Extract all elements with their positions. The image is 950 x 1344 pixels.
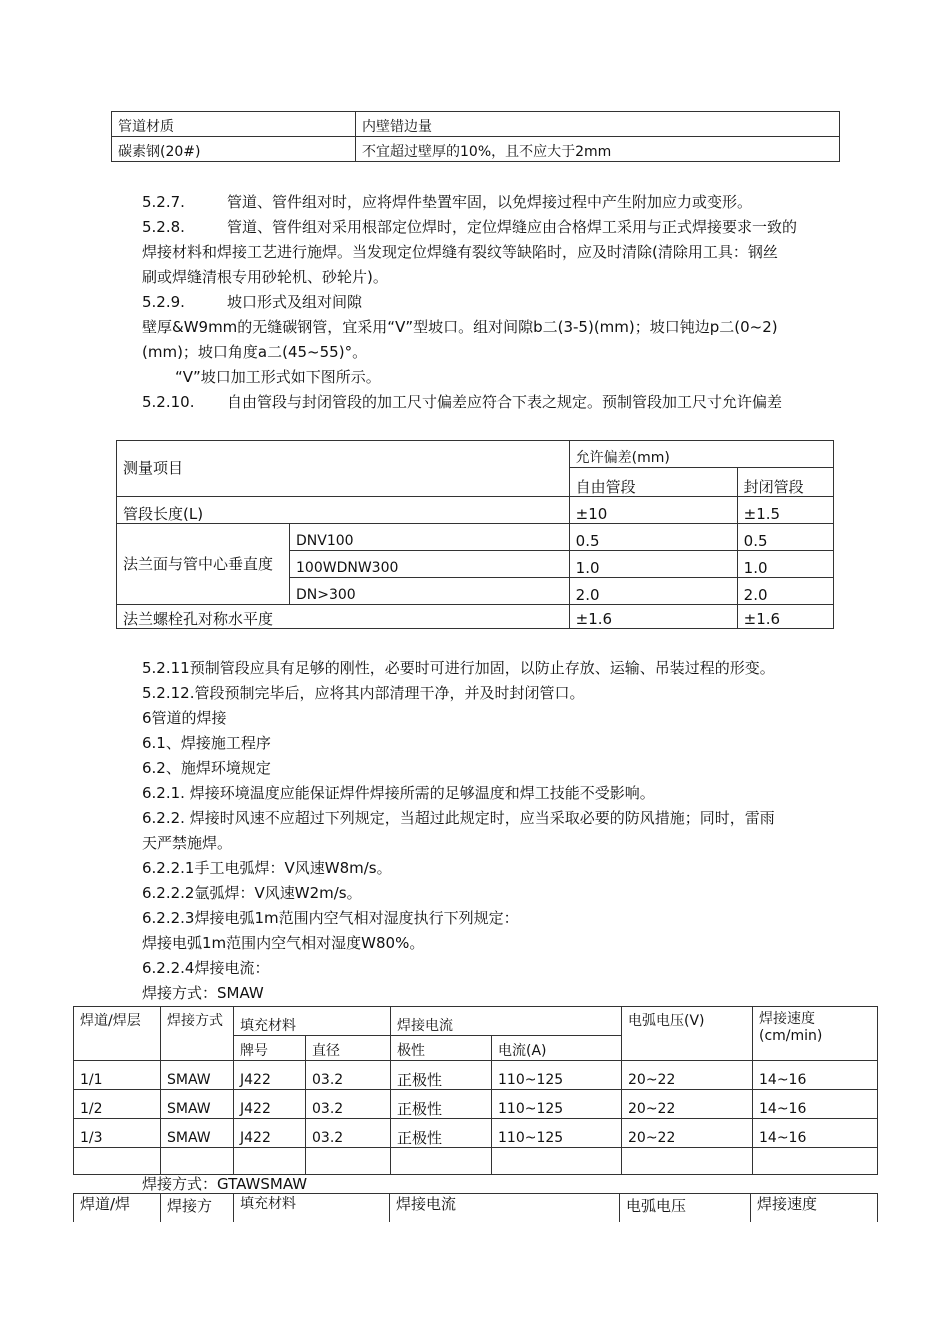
t3-r3-voltage: 20~22 <box>622 1119 753 1148</box>
table1-cell-misalignment: 不宜超过壁厚的10%，且不应大于2mm <box>356 137 840 162</box>
para-5-2-9: 5.2.9. 坡口形式及组对间隙 <box>142 293 363 311</box>
t3-header-voltage: 电弧电压(V) <box>622 1007 753 1061</box>
t2-header-free: 自由管段 <box>569 468 737 497</box>
gtaw-table-clip <box>73 1193 879 1222</box>
line-6-2-2-2: 6.2.2.2氩弧焊：V风速W2m/s。 <box>142 884 362 902</box>
t3-r3-pass: 1/3 <box>74 1119 161 1148</box>
t3-r1-amp: 110~125 <box>492 1061 622 1090</box>
t3-r2-speed: 14~16 <box>753 1090 878 1119</box>
t3-header-diameter: 直径 <box>306 1036 391 1061</box>
t4-header-method: 焊接方 <box>161 1194 234 1223</box>
t3-header-brand: 牌号 <box>234 1036 306 1061</box>
t3-header-filler: 填充材料 <box>234 1007 391 1036</box>
section-6-title: 6管道的焊接 <box>142 709 227 727</box>
line-6-2-1: 6.2.1. 焊接环境温度应能保证焊件焊接所需的足够温度和焊工技能不受影响。 <box>142 784 655 802</box>
para-5-2-9-body3: “V”坡口加工形式如下图所示。 <box>175 368 381 386</box>
t2-flange-label: 法兰面与管中心垂直度 <box>117 524 290 605</box>
t3-r2-pass: 1/2 <box>74 1090 161 1119</box>
line-6-2-2-3: 6.2.2.3焊接电弧1m范围内空气相对湿度执行下列规定： <box>142 909 519 927</box>
line-6-2-2-1: 6.2.2.1手工电弧焊：V风速W8m/s。 <box>142 859 392 877</box>
t3-r2-voltage: 20~22 <box>622 1090 753 1119</box>
t3-r3-brand: J422 <box>234 1119 306 1148</box>
table1-header-misalignment: 内壁错边量 <box>356 112 840 137</box>
t4-header-pass: 焊道/焊 <box>74 1194 161 1223</box>
t3-r1-voltage: 20~22 <box>622 1061 753 1090</box>
line-5-2-11: 5.2.11预制管段应具有足够的刚性，必要时可进行加固，以防止存放、运输、吊装过程的形变。 <box>142 659 775 677</box>
t2-header-item: 测量项目 <box>117 441 570 497</box>
para-5-2-8: 5.2.8. 管道、管件组对采用根部定位焊时，定位焊缝应由合格焊工采用与正式焊接要求一致的 <box>142 218 798 236</box>
t3-r2-polarity: 正极性 <box>391 1090 492 1119</box>
t2-header-closed: 封闭管段 <box>737 468 833 497</box>
line-6-2-2-cont: 天严禁施焊。 <box>142 834 233 852</box>
t3-r2-method: SMAW <box>161 1090 234 1119</box>
t2-sub1-free: 0.5 <box>569 524 737 551</box>
t2-length-label: 管段长度(L) <box>117 497 570 524</box>
t3-r1-brand: J422 <box>234 1061 306 1090</box>
para-5-2-9-body2: (mm)；坡口角度a二(45~55)°。 <box>142 343 368 361</box>
t2-sub2-free: 1.0 <box>569 551 737 578</box>
line-humidity: 焊接电弧1m范围内空气相对湿度W80%。 <box>142 934 425 952</box>
t3-r1-dia: 03.2 <box>306 1061 391 1090</box>
para-5-2-10: 5.2.10. 自由管段与封闭管段的加工尺寸偏差应符合下表之规定。预制管段加工尺寸允许偏差 <box>142 393 783 411</box>
t2-sub1-closed: 0.5 <box>737 524 833 551</box>
para-5-2-8-line3: 刷或焊缝清根专用砂轮机、砂轮片)。 <box>142 268 388 286</box>
t3-r3-amp: 110~125 <box>492 1119 622 1148</box>
t3-header-amp: 电流(A) <box>492 1036 622 1061</box>
table-row <box>74 1119 878 1148</box>
t3-header-speed: 焊接速度(cm/min) <box>753 1007 878 1061</box>
t2-sub3-closed: 2.0 <box>737 578 833 605</box>
t2-length-free: ±10 <box>569 497 737 524</box>
line-5-2-12: 5.2.12.管段预制完毕后，应将其内部清理干净，并及时封闭管口。 <box>142 684 585 702</box>
t2-header-deviation: 允许偏差(mm) <box>569 441 833 468</box>
para-5-2-7: 5.2.7. 管道、管件组对时，应将焊件垫置牢固，以免焊接过程中产生附加应力或变形。 <box>142 193 753 211</box>
t3-r1-speed: 14~16 <box>753 1061 878 1090</box>
t2-length-closed: ±1.5 <box>737 497 833 524</box>
section-6-1: 6.1、焊接施工程序 <box>142 734 271 752</box>
t3-header-current: 焊接电流 <box>391 1007 622 1036</box>
t3-r1-pass: 1/1 <box>74 1061 161 1090</box>
t3-r3-dia: 03.2 <box>306 1119 391 1148</box>
t2-sub-dn-large: DN>300 <box>290 578 570 605</box>
table1-header-material: 管道材质 <box>112 112 356 137</box>
t3-r3-speed: 14~16 <box>753 1119 878 1148</box>
t4-header-speed: 焊接速度 <box>751 1194 878 1223</box>
t3-r1-polarity: 正极性 <box>391 1061 492 1090</box>
t4-header-current: 焊接电流 <box>390 1194 620 1223</box>
t3-r3-polarity: 正极性 <box>391 1119 492 1148</box>
para-5-2-8-line2: 焊接材料和焊接工艺进行施焊。当发现定位焊缝有裂纹等缺陷时，应及时清除(清除用工具：钢丝 <box>142 243 778 261</box>
section-6-2: 6.2、施焊环境规定 <box>142 759 271 777</box>
line-6-2-2-4: 6.2.2.4焊接电流： <box>142 959 270 977</box>
t3-r2-dia: 03.2 <box>306 1090 391 1119</box>
t3-header-method: 焊接方式 <box>161 1007 234 1061</box>
gtaw-parameters-table <box>73 1193 878 1222</box>
t2-bolt-free: ±1.6 <box>569 605 737 629</box>
line-method-smaw: 焊接方式：SMAW <box>142 984 264 1002</box>
t4-header-voltage: 电弧电压 <box>620 1194 751 1223</box>
para-5-2-9-body1: 壁厚&W9mm的无缝碳钢管，宜采用“V”型坡口。组对间隙b二(3-5)(mm)；坡口钝边p二(0~2) <box>142 318 778 336</box>
t2-bolt-label: 法兰螺栓孔对称水平度 <box>117 605 570 629</box>
t3-r2-brand: J422 <box>234 1090 306 1119</box>
t2-sub-dn-small: DNV100 <box>290 524 570 551</box>
t3-r2-amp: 110~125 <box>492 1090 622 1119</box>
deviation-table <box>116 440 834 629</box>
t3-r1-method: SMAW <box>161 1061 234 1090</box>
t4-header-filler: 填充材料 <box>234 1194 390 1223</box>
smaw-parameters-table <box>73 1006 878 1175</box>
t2-sub2-closed: 1.0 <box>737 551 833 578</box>
table1-cell-material: 碳素钢(20#) <box>112 137 356 162</box>
table-row <box>74 1090 878 1119</box>
t3-r3-method: SMAW <box>161 1119 234 1148</box>
t3-header-pass: 焊道/焊层 <box>74 1007 161 1061</box>
t2-bolt-closed: ±1.6 <box>737 605 833 629</box>
pipe-material-table <box>111 111 840 162</box>
line-method-gtaw: 焊接方式：GTAWSMAW <box>142 1175 308 1193</box>
table-row-empty <box>74 1148 878 1175</box>
t2-sub-dn-mid: 100WDNW300 <box>290 551 570 578</box>
line-6-2-2: 6.2.2. 焊接时风速不应超过下列规定，当超过此规定时，应当采取必要的防风措施；同时，雷雨 <box>142 809 775 827</box>
table-row <box>74 1061 878 1090</box>
t3-header-polarity: 极性 <box>391 1036 492 1061</box>
t2-sub3-free: 2.0 <box>569 578 737 605</box>
